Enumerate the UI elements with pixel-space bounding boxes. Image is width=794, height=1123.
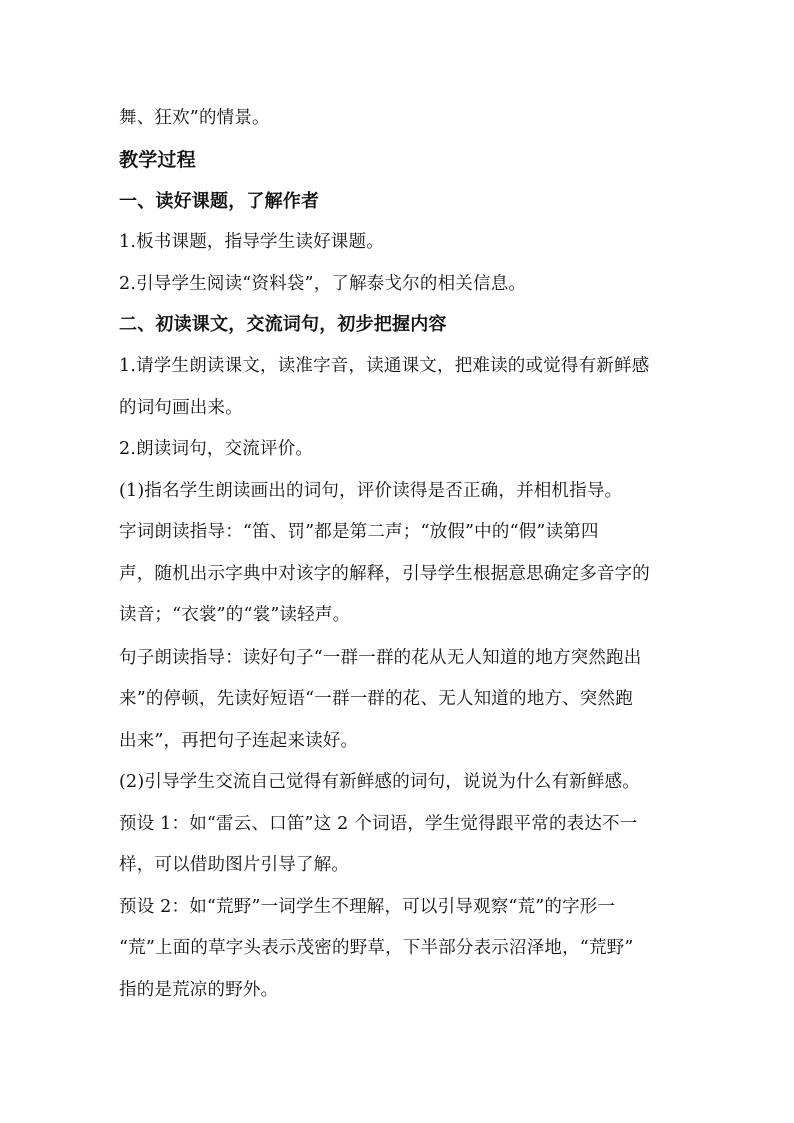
section-heading-teaching-process: 教学过程 bbox=[119, 149, 196, 171]
preset-2-text-end: 指的是荒凉的野外。 bbox=[119, 980, 279, 1000]
preset-1-text: 预设 1：如“雷云、口笛”这 2 个词语，学生觉得跟平常的表达不一 bbox=[119, 814, 638, 834]
word-reading-guidance-end: 读音；“衣裳”的“裳”读轻声。 bbox=[119, 605, 351, 625]
preset-1-text-continued: 样，可以借助图片引导了解。 bbox=[119, 855, 350, 875]
step-1-text-continued: 的词句画出来。 bbox=[119, 398, 243, 418]
sentence-reading-guidance: 句子朗读指导：读好句子“一群一群的花从无人知道的地方突然跑出 bbox=[119, 648, 642, 668]
substep-1-text: (1)指名学生朗读画出的词句，评价读得是否正确，并相机指导。 bbox=[119, 481, 623, 501]
preset-2-text: 预设 2：如“荒野”一词学生不理解，可以引导观察“荒”的字形一 bbox=[119, 897, 616, 917]
body-text-continuation: 舞、狂欢”的情景。 bbox=[119, 108, 270, 128]
preset-2-text-continued: “荒”上面的草字头表示茂密的野草，下半部分表示沼泽地，“荒野” bbox=[119, 938, 634, 958]
step-2-text: 2.引导学生阅读“资料袋”，了解泰戈尔的相关信息。 bbox=[119, 274, 527, 294]
subheading-part-one: 一、读好课题，了解作者 bbox=[119, 191, 320, 212]
sentence-reading-guidance-end: 出来”，再把句子连起来读好。 bbox=[119, 731, 359, 751]
step-2-text: 2.朗读词句，交流评价。 bbox=[119, 439, 314, 459]
substep-2-text: (2)引导学生交流自己觉得有新鲜感的词句，说说为什么有新鲜感。 bbox=[119, 772, 640, 792]
subheading-part-two: 二、初读课文，交流词句，初步把握内容 bbox=[119, 314, 447, 335]
word-reading-guidance: 字词朗读指导：“笛、罚”都是第二声；“放假”中的“假”读第四 bbox=[119, 522, 599, 542]
sentence-reading-guidance-continued: 来”的停顿，先读好短语“一群一群的花、无人知道的地方、突然跑 bbox=[119, 689, 633, 709]
step-1-text: 1.请学生朗读课文，读准字音，读通课文，把难读的或觉得有新鲜感 bbox=[119, 356, 650, 376]
step-1-text: 1.板书课题，指导学生读好课题。 bbox=[119, 232, 384, 252]
word-reading-guidance-continued: 声，随机出示字典中对该字的解释，引导学生根据意思确定多音字的 bbox=[119, 564, 650, 584]
